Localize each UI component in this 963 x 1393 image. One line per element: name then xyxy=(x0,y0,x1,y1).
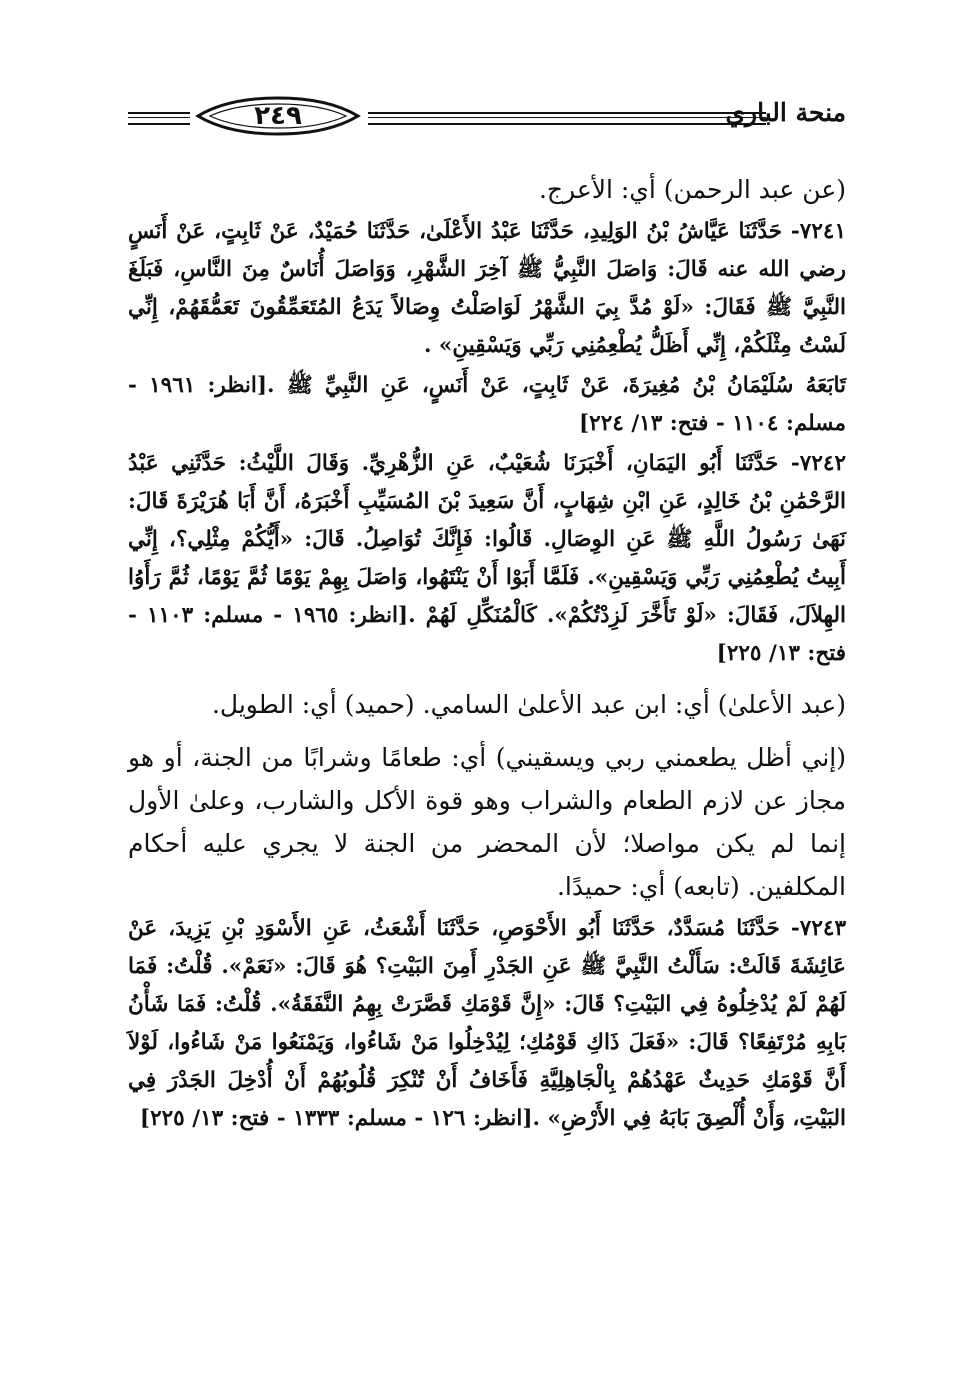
commentary-paragraph: (إني أظل يطعمني ربي ويسقيني) أي: طعامًا وشرابًا من الجنة، أو هو مجاز عن لازم الطعام والشراب وهو قوة الأكل والشارب، وعلىٰ الأول إنما لم يكن مواصلا؛ لأن المحضر من الجنة لا يجري عليه أحكام المكلفين. (تابعه) أي: حميدًا. xyxy=(128,743,846,901)
page-number-frame xyxy=(188,96,368,136)
commentary-paragraph: (عبد الأعلىٰ) أي: ابن عبد الأعلىٰ السامي. (حميد) أي: الطويل. xyxy=(211,690,846,719)
running-title: منحة الباري xyxy=(725,98,846,127)
hadith-7242: ٧٢٤٢- حَدَّثَنَا أَبُو اليَمَانِ، أَخْبَرَنَا شُعَيْبٌ، عَنِ الزُّهْرِيِّ. وَقَالَ اللَّيْثُ: حَدَّثَنِي عَبْدُ الرَّحْمَٰنِ بْنُ خَالِدٍ، عَنِ ابْنِ شِهَابٍ، أَنَّ سَعِيدَ بْنَ المُسَيِّبِ أَخْبَرَهُ، أَنَّ أَبَا هُرَيْرَةَ قَالَ: نَهَىٰ رَسُولُ اللَّهِ ﷺ عَنِ الوِصَالِ. قَالُوا: فَإِنَّكَ تُوَاصِلُ. قَالَ: «أَيُّكُمْ مِثْلِي؟، إِنِّي أَبِيتُ يُطْعِمُنِي رَبِّي وَيَسْقِينِ». فَلَمَّا أَبَوْا أَنْ يَنْتَهُوا، وَاصَلَ بِهِمْ يَوْمًا ثُمَّ يَوْمًا، ثُمَّ رَأَوُا الهِلاَلَ، فَقَالَ: «لَوْ تَأَخَّرَ لَزِدْتُكُمْ». كَالْمُنَكِّلِ لَهُمْ .[انظر: ١٩٦٥ - مسلم: ١١٠٣ - فتح: ١٣/ ٢٢٥] xyxy=(128,451,846,666)
hadith-7243: ٧٢٤٣- حَدَّثَنَا مُسَدَّدٌ، حَدَّثَنَا أَبُو الأَحْوَصِ، حَدَّثَنَا أَشْعَثُ، عَنِ الأَسْوَدِ بْنِ يَزِيدَ، عَنْ عَائِشَةَ قَالَتْ: سَأَلْتُ النَّبِيَّ ﷺ عَنِ الجَدْرِ أَمِنَ البَيْتِ؟ هُوَ قَالَ: «نَعَمْ». قُلْتُ: فَمَا لَهُمْ لَمْ يُدْخِلُوهُ فِي البَيْتِ؟ قَالَ: «إِنَّ قَوْمَكِ قَصَّرَتْ بِهِمُ النَّفَقَةُ». قُلْتُ: فَمَا شَأْنُ بَابِهِ مُرْتَفِعًا؟ قَالَ: «فَعَلَ ذَاكِ قَوْمُكِ؛ لِيُدْخِلُوا مَنْ شَاءُوا، وَيَمْنَعُوا مَنْ شَاءُوا، لَوْلاَ أَنَّ قَوْمَكِ حَدِيثٌ عَهْدُهُمْ بِالْجَاهِلِيَّةِ فَأَخَافُ أَنْ تُنْكِرَ قُلُوبُهُمْ أَنْ أُدْخِلَ الجَدْرَ فِي البَيْتِ، وَأَنْ أُلْصِقَ بَابَهُ فِي الأَرْضِ» .[انظر: ١٢٦ - مسلم: ١٣٣٣ - فتح: ١٣/ ٢٢٥] xyxy=(128,916,846,1131)
page-body xyxy=(128,168,846,1138)
page-number: ٢٤٩ xyxy=(254,101,302,131)
commentary-paragraph: (عن عبد الرحمن) أي: الأعرج. xyxy=(538,175,846,204)
header-rule-left xyxy=(128,112,190,125)
hadith-7241-tabaahu: تَابَعَهُ سُلَيْمَانُ بْنُ مُغِيرَةَ، عَنْ ثَابِتٍ، عَنْ أَنَسٍ، عَنِ النَّبِيِّ ﷺ .[انظر: ١٩٦١ - مسلم: ١١٠٤ - فتح: ١٣/ ٢٢٤] xyxy=(128,373,846,436)
running-header xyxy=(128,96,846,146)
hadith-7241: ٧٢٤١- حَدَّثَنَا عَيَّاشُ بْنُ الوَلِيدِ، حَدَّثَنَا عَبْدُ الأَعْلَىٰ، حَدَّثَنَا حُمَيْدٌ، عَنْ ثَابِتٍ، عَنْ أَنَسٍ رضي الله عنه قَالَ: وَاصَلَ النَّبِيُّ ﷺ آخِرَ الشَّهْرِ، وَوَاصَلَ أُنَاسٌ مِنَ النَّاسِ، فَبَلَغَ النَّبِيَّ ﷺ فَقَالَ: «لَوْ مُدَّ بِيَ الشَّهْرُ لَوَاصَلْتُ وِصَالاً يَدَعُ المُتَعَمِّقُونَ تَعَمُّقَهُمْ، إِنِّي لَسْتُ مِثْلَكُمْ، إِنِّي أَظَلُّ يُطْعِمُنِي رَبِّي وَيَسْقِينِ» . xyxy=(128,219,846,358)
header-rule-right xyxy=(368,112,766,125)
